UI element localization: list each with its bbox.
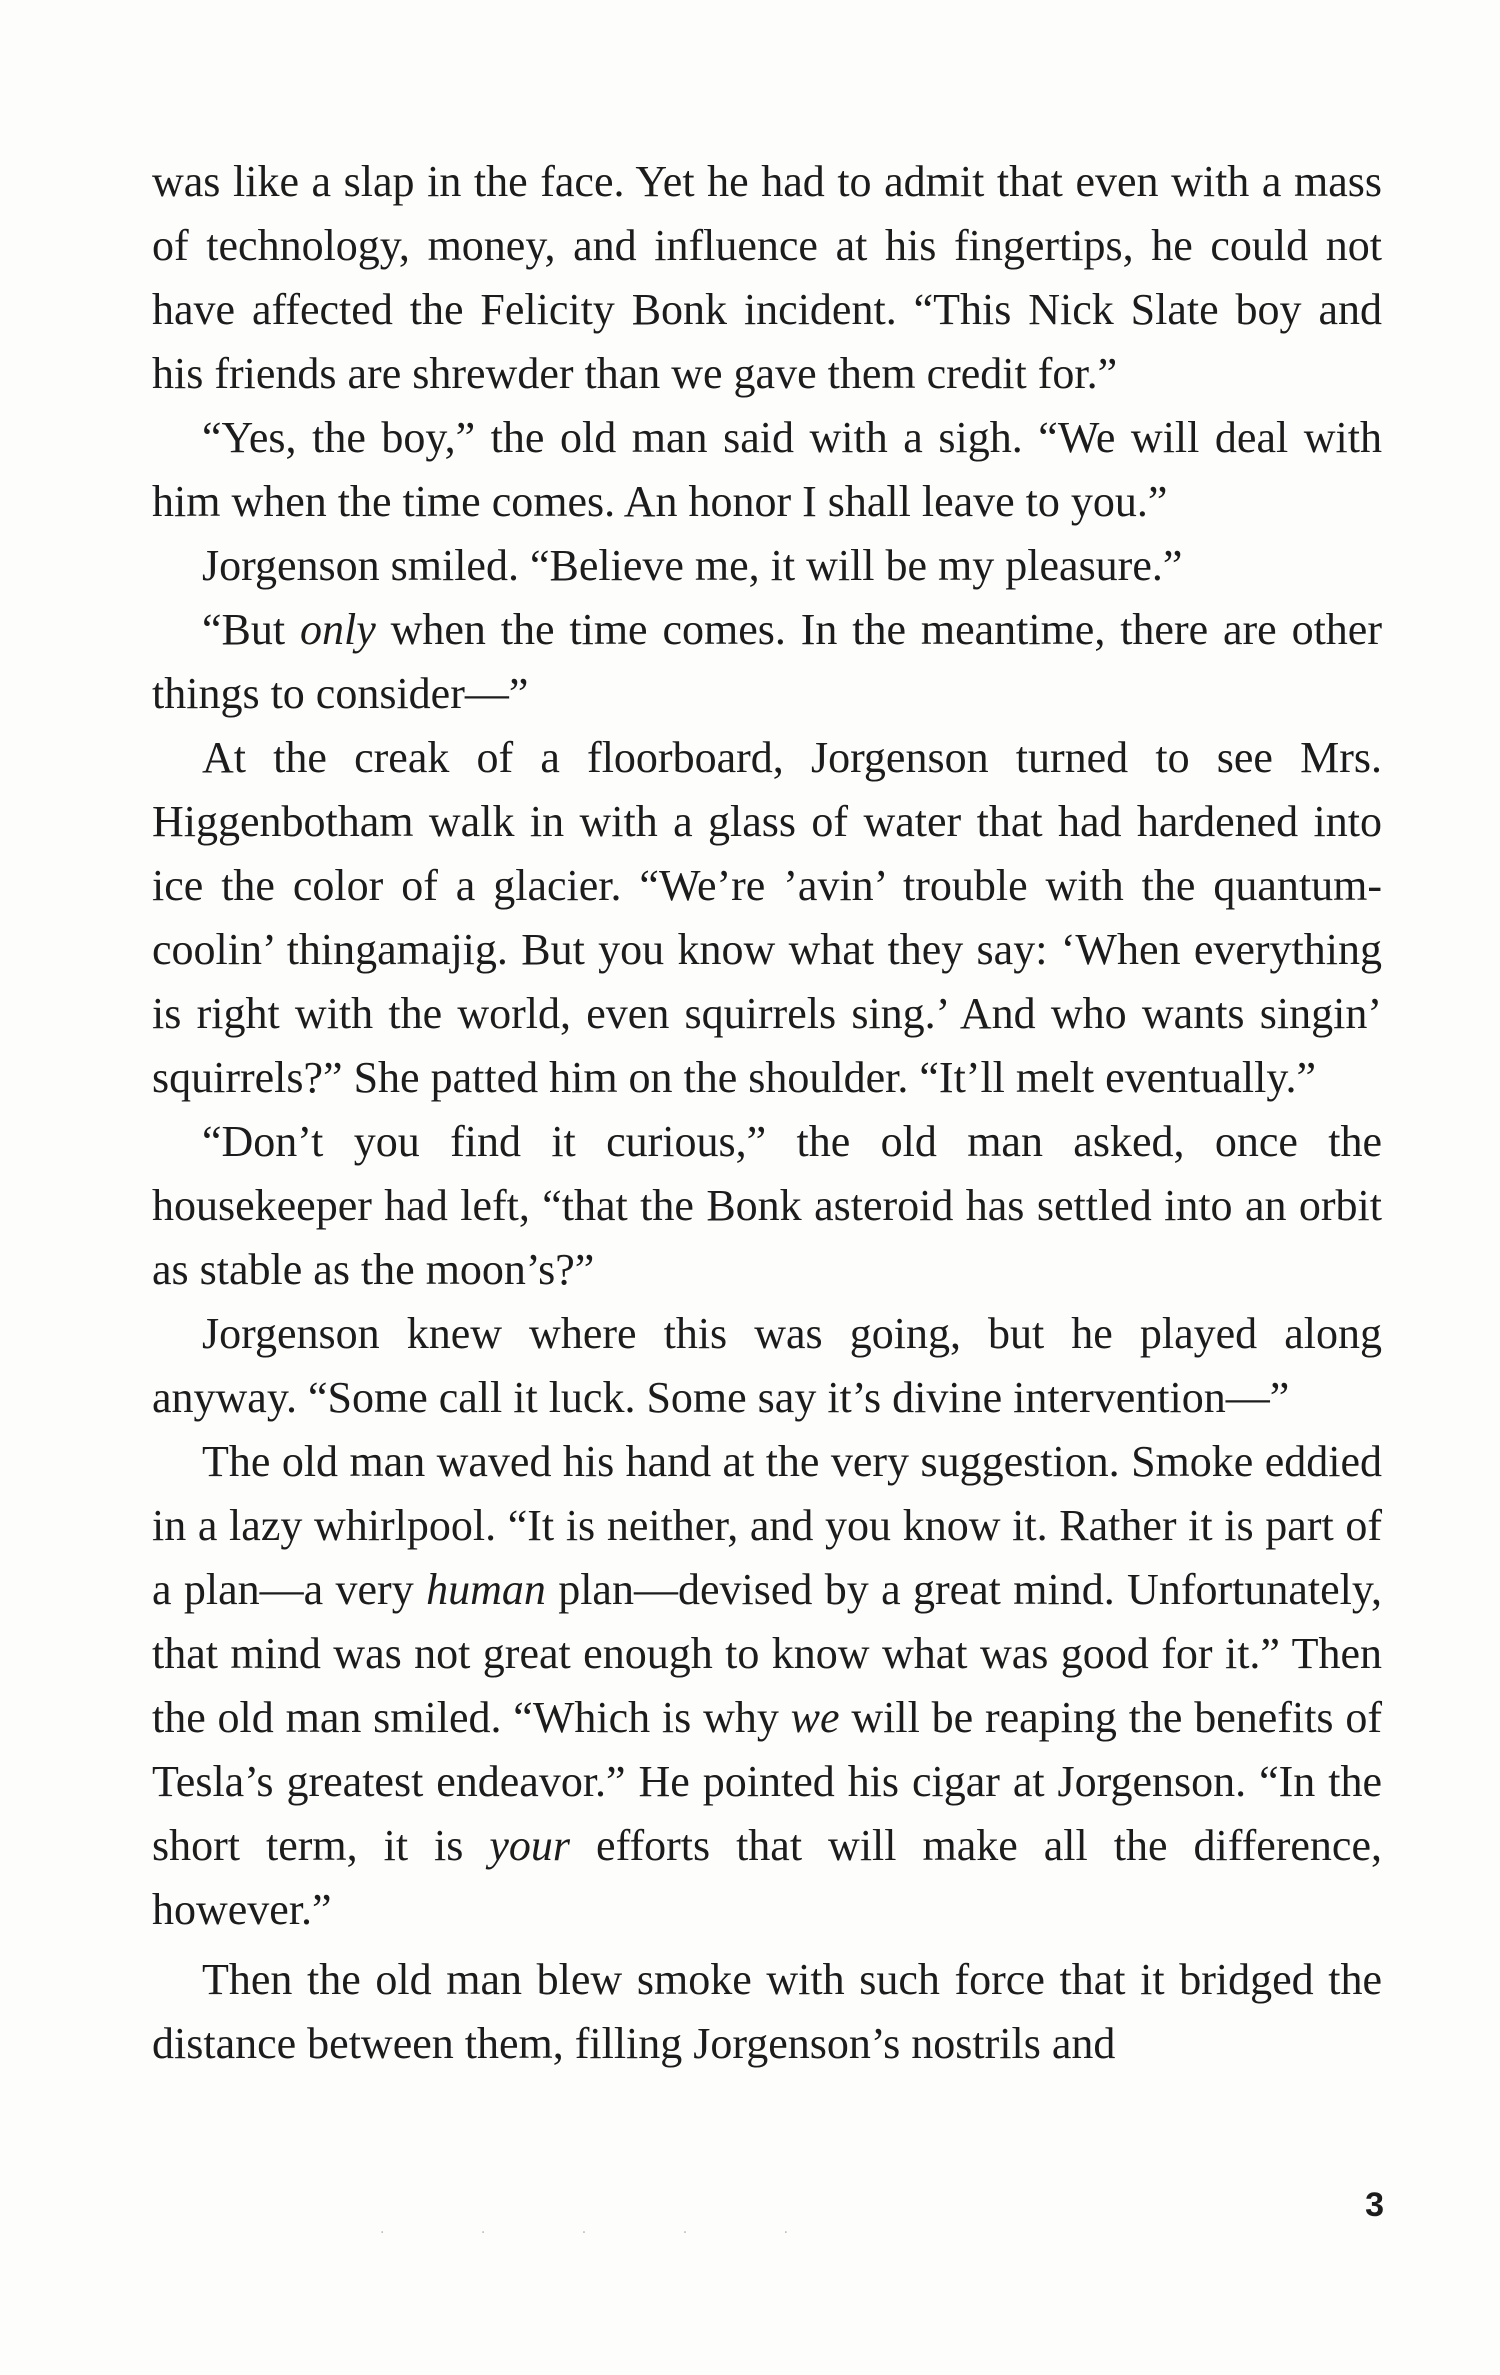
italic-segment: human (426, 1565, 546, 1614)
italic-segment: we (790, 1693, 840, 1742)
paragraph (152, 1948, 1382, 2076)
text-segment: The old man waved his hand at the very suggestion. Smoke eddied in a lazy whirlpool. “It is neither, and you know it. Rather it is part of a plan—a very (152, 1437, 1382, 1614)
paragraph (152, 726, 1382, 1110)
italic-segment: your (489, 1821, 571, 1870)
text-segment: At the creak of a floorboard, Jorgenson turned to see Mrs. Higgenbotham walk in with a glass of water that had hardened into ice the color of a glacier. “We’re ’avin’ trouble with the quantum-coolin’ thingamajig. But you know what they say: ‘When everything is right with the world, even squirrels sing.’ And who wants singin’ squirrels?” She patted him on the shoulder. “It’ll melt eventually.” (152, 733, 1382, 1102)
text-segment: was like a slap in the face. Yet he had to admit that even with a mass of technology, money, and influence at his fingertips, he could not have affected the Felicity Bonk incident. “This Nick Slate boy and his friends are shrewder than we gave them credit for.” (152, 157, 1382, 398)
paragraph (152, 1110, 1382, 1302)
paragraph (152, 598, 1382, 726)
text-segment: when the time comes. In the meantime, there are other things to consider—” (152, 605, 1382, 718)
text-segment: plan—devised by a great mind. Unfortunately, that mind was not great enough to know what was good for it.” Then the old man smiled. “Which is why (152, 1565, 1382, 1742)
page-number: 3 (1365, 2186, 1384, 2224)
text-segment: will be reaping the benefits of Tesla’s greatest endeavor.” He pointed his cigar at Jorgenson. “In the short term, it is (152, 1693, 1382, 1870)
text-segment: “Yes, the boy,” the old man said with a sigh. “We will deal with him when the time comes. An honor I shall leave to you.” (152, 413, 1382, 526)
text-segment: “Don’t you find it curious,” the old man asked, once the housekeeper had left, “that the Bonk asteroid has settled into an orbit as stable as the moon’s?” (152, 1117, 1382, 1294)
text-segment: Jorgenson smiled. “Believe me, it will be my pleasure.” (202, 541, 1183, 590)
paragraph (152, 406, 1382, 534)
text-segment: “But (202, 605, 300, 654)
italic-segment: only (299, 605, 376, 654)
paragraph (152, 150, 1382, 406)
body-text (152, 150, 1382, 2076)
text-segment: Jorgenson knew where this was going, but he played along anyway. “Some call it luck. Some say it’s divine intervention—” (152, 1309, 1382, 1422)
paragraph (152, 534, 1382, 598)
scan-specks: · · · · · (380, 2225, 835, 2241)
paragraph (152, 1302, 1382, 1430)
text-segment: Then the old man blew smoke with such force that it bridged the distance between them, filling Jorgenson’s nostrils and (152, 1955, 1382, 2068)
paragraph (152, 1430, 1382, 1942)
text-segment: efforts that will make all the difference, however.” (152, 1821, 1382, 1934)
